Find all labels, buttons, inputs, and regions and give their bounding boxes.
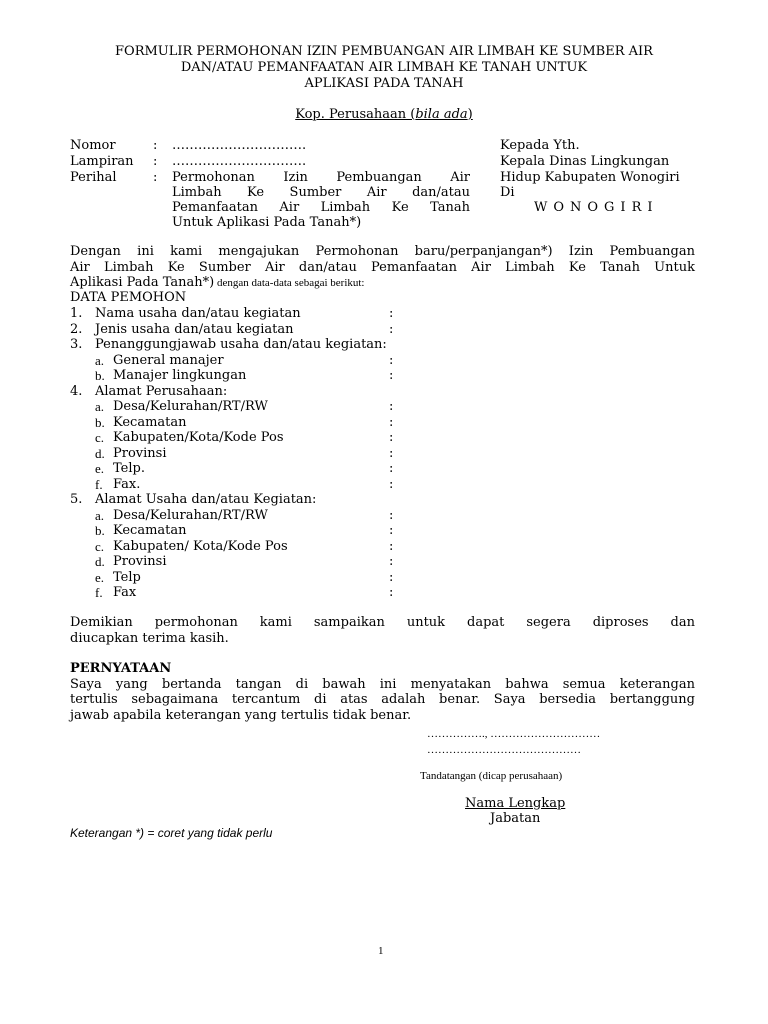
form-item-number: b. — [95, 523, 105, 538]
form-item-label: Penanggungjawab usaha dan/atau kegiatan: — [95, 337, 387, 352]
form-item-label: Desa/Kelurahan/RT/RW — [113, 507, 268, 523]
form-item-label: Nama usaha dan/atau kegiatan — [95, 306, 301, 321]
form-item-colon: : — [389, 585, 394, 600]
nomor-value: …………………………. — [172, 138, 307, 153]
form-item-label: Kabupaten/ Kota/Kode Pos — [113, 538, 288, 554]
tandatangan-label: Tandatangan (dicap perusahaan) — [420, 770, 563, 782]
perihal-line-4: Untuk Aplikasi Pada Tanah*) — [172, 215, 362, 230]
keterangan-note: Keterangan *) = coret yang tidak perlu — [70, 826, 273, 840]
form-item-label: Telp. — [113, 461, 145, 476]
kop-italic: bila ada — [415, 107, 468, 122]
form-title-line-1: FORMULIR PERMOHONAN IZIN PEMBUANGAN AIR LIMBAH KE SUMBER AIR — [115, 44, 653, 59]
form-item-colon: : — [389, 445, 394, 461]
form-item-label: Alamat Usaha dan/atau Kegiatan: — [95, 492, 317, 507]
recipient-line-2: Kepala Dinas Lingkungan — [500, 154, 670, 169]
form-item-colon: : — [389, 538, 394, 554]
form-item-label: Telp — [113, 569, 141, 585]
form-item-colon: : — [389, 321, 394, 337]
form-item-number: f. — [95, 476, 103, 492]
pernyataan-heading: PERNYATAAN — [70, 661, 172, 676]
recipient-city: WONOGIRI — [534, 200, 659, 215]
form-item-number: c. — [95, 430, 105, 445]
form-item-colon: : — [389, 399, 394, 414]
form-item-colon: : — [389, 306, 394, 321]
form-item-label: Kecamatan — [113, 523, 187, 538]
perihal-line-2: Limbah Ke Sumber Air dan/atau — [172, 185, 470, 200]
place-date-field: ……………., ………………………… — [427, 728, 601, 740]
form-item-colon: : — [389, 569, 394, 585]
recipient-line-4: Di — [500, 185, 515, 200]
nomor-label: Nomor — [70, 138, 116, 153]
form-item-number: d. — [95, 445, 105, 461]
signature-dots: …………………………………… — [427, 744, 581, 756]
perihal-colon: : — [153, 170, 158, 185]
form-item-number: b. — [95, 368, 105, 383]
form-item-label: General manajer — [113, 352, 224, 368]
form-item-number: a. — [95, 507, 105, 523]
form-item-number: 4. — [70, 383, 83, 399]
lampiran-label: Lampiran — [70, 154, 134, 169]
form-item-label: Manajer lingkungan — [113, 368, 247, 383]
closing-line-2: diucapkan terima kasih. — [70, 631, 229, 646]
pernyataan-line-1: Saya yang bertanda tangan di bawah ini menyatakan bahwa semua keterangan — [70, 677, 695, 692]
recipient-line-3: Hidup Kabupaten Wonogiri — [500, 170, 680, 185]
form-item-number: a. — [95, 399, 105, 414]
intro-line-3 — [70, 275, 365, 291]
closing-line-1: Demikian permohonan kami sampaikan untuk dapat segera diproses dan — [70, 615, 695, 630]
form-item-colon: : — [389, 430, 394, 445]
pernyataan-line-2: tertulis sebagaimana tercantum di atas adalah benar. Saya bersedia bertanggung — [70, 692, 695, 707]
nama-lengkap: Nama Lengkap — [465, 796, 566, 811]
perihal-line-1: Permohonan Izin Pembuangan Air — [172, 170, 470, 185]
form-item-label: Jenis usaha dan/atau kegiatan — [95, 321, 294, 337]
nomor-colon: : — [153, 138, 158, 153]
pernyataan-line-3: jawab apabila keterangan yang tertulis tidak benar. — [70, 708, 412, 723]
form-item-colon: : — [389, 476, 394, 492]
form-item-label: Fax. — [113, 476, 141, 492]
kop-perusahaan — [0, 107, 768, 122]
intro-line-2: Air Limbah Ke Sumber Air dan/atau Pemanfaatan Air Limbah Ke Tanah Untuk — [70, 260, 695, 275]
form-item-number: 2. — [70, 321, 83, 337]
form-item-number: c. — [95, 538, 105, 554]
form-item-colon: : — [389, 352, 394, 368]
perihal-label: Perihal — [70, 170, 117, 185]
form-item-number: e. — [95, 569, 105, 585]
form-item-label: Desa/Kelurahan/RT/RW — [113, 399, 268, 414]
form-item-label: Provinsi — [113, 445, 167, 461]
form-item-colon: : — [389, 461, 394, 476]
jabatan: Jabatan — [490, 811, 541, 826]
form-item-label: Fax — [113, 585, 137, 600]
form-item-number: 3. — [70, 337, 83, 352]
form-title-line-3: APLIKASI PADA TANAH — [304, 76, 464, 91]
recipient-line-1: Kepada Yth. — [500, 138, 580, 153]
intro-line-3-main: Aplikasi Pada Tanah*) — [70, 275, 215, 290]
form-item-number: a. — [95, 352, 105, 368]
lampiran-value: …………………………. — [172, 154, 307, 169]
form-item-colon: : — [389, 414, 394, 430]
form-item-number: b. — [95, 414, 105, 430]
form-item-number: d. — [95, 554, 105, 569]
form-item-number: e. — [95, 461, 105, 476]
form-item-number: 1. — [70, 306, 83, 321]
kop-prefix: Kop. Perusahaan ( — [295, 107, 416, 122]
form-item-colon: : — [389, 507, 394, 523]
intro-line-1: Dengan ini kami mengajukan Permohonan baru/perpanjangan*) Izin Pembuangan — [70, 244, 695, 259]
page-number: 1 — [378, 945, 384, 957]
perihal-line-3: Pemanfaatan Air Limbah Ke Tanah — [172, 200, 470, 215]
form-item-label: Kecamatan — [113, 414, 187, 430]
form-item-colon: : — [389, 554, 394, 569]
form-item-label: Kabupaten/Kota/Kode Pos — [113, 430, 284, 445]
form-item-label: Alamat Perusahaan: — [95, 383, 228, 399]
form-item-colon: : — [389, 523, 394, 538]
form-title-line-2: DAN/ATAU PEMANFAATAN AIR LIMBAH KE TANAH UNTUK — [180, 60, 588, 75]
lampiran-colon: : — [153, 154, 158, 169]
form-item-colon: : — [389, 368, 394, 383]
form-item-number: 5. — [70, 492, 83, 507]
form-item-label: Provinsi — [113, 554, 167, 569]
intro-line-3-small: dengan data-data sebagai berikut: — [214, 277, 365, 289]
form-item-number: f. — [95, 585, 103, 600]
data-pemohon-heading: DATA PEMOHON — [70, 290, 187, 305]
kop-suffix: ) — [467, 107, 473, 122]
